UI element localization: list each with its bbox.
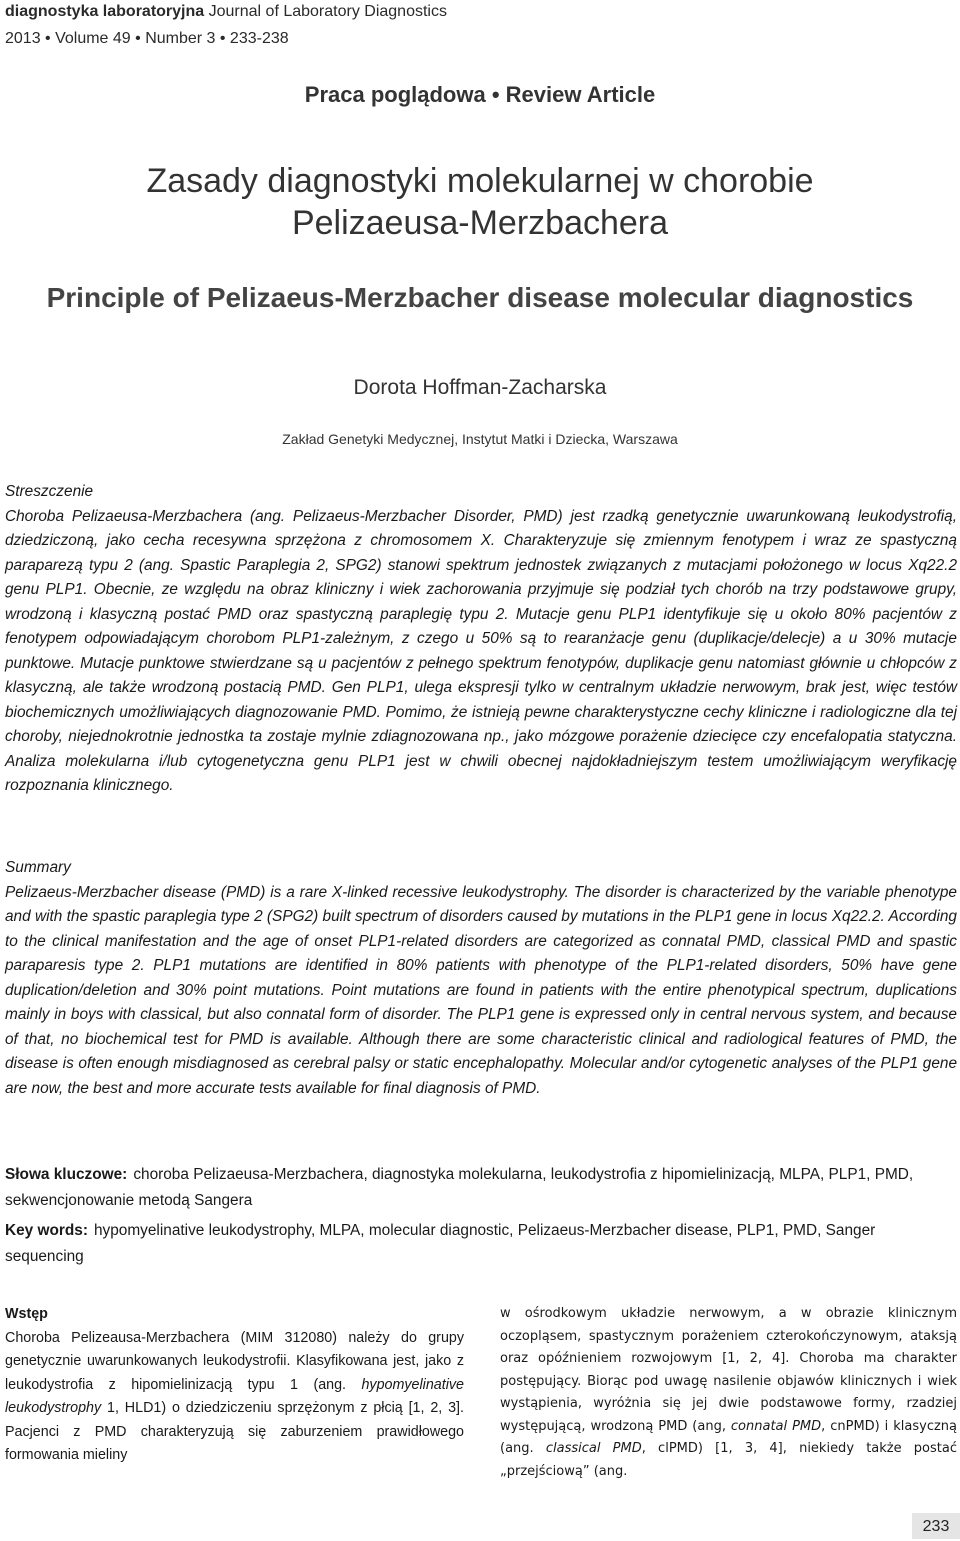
title-polish-line1: Zasady diagnostyki molekularnej w chorobie <box>146 162 814 200</box>
journal-header <box>5 2 447 49</box>
intro-left-part2: 1, HLD1) o dziedziczeniu sprzężonym z płcią [1, 2, 3]. Pacjenci z PMD charakteryzują się zaburzeniem prawidłowego formowania mieliny <box>5 1400 464 1463</box>
keywords-polish-text: choroba Pelizaeusa-Merzbachera, diagnostyka molekularna, leukodystrofia z hipomielinizacją, MLPA, PLP1, PMD, sekwencjonowanie metodą Sangera <box>5 1166 914 1209</box>
intro-right-italic1: connatal PMD <box>730 1418 822 1434</box>
intro-left-column <box>5 1303 464 1468</box>
abstract-polish-heading: Streszczenie <box>5 483 94 500</box>
intro-right-part1: w ośrodkowym układzie nerwowym, a w obrazie klinicznym oczopląsem, spastycznym porażeniem czterokończynowym, ataksją oraz opóźnieniem rozwojowym [1, 2, 4]. Choroba ma charakter postępujący. Biorąc pod uwagę nasilenie objawów klinicznych i wiek wystąpienia, wyróżnia się jej dwie podstawowe formy, rzadziej występującą, wrodzoną PMD (ang, <box>500 1306 957 1434</box>
issue-info: 2013 • Volume 49 • Number 3 • 233-238 <box>5 30 289 47</box>
intro-right-column <box>500 1303 957 1483</box>
abstract-english <box>5 856 957 1101</box>
title-polish-line2: Pelizaeusa-Merzbachera <box>291 204 669 242</box>
journal-brand: diagnostyka laboratoryjna <box>5 3 205 20</box>
intro-left-italic: hypomyelinative leukodystrophy <box>5 1376 464 1416</box>
intro-heading: Wstęp <box>5 1306 48 1322</box>
intro-left-part1: Choroba Pelizeausa-Merzbachera (MIM 312080) należy do grupy genetycznie uwarunkowanych leukodystrofii. Klasyfikowana jest, jako z leukodystrofia z hipomielinizacją typu 1 (ang. <box>5 1329 464 1393</box>
journal-name: Journal of Laboratory Diagnostics <box>208 3 447 20</box>
title-polish <box>0 160 960 244</box>
abstract-english-text: Pelizaeus-Merzbacher disease (PMD) is a rare X-linked recessive leukodystrophy. The disorder is characterized by the variable phenotype and with the spastic paraplegia type 2 (SPG2) built spectrum of disorders caused by mutations in the PLP1 gene in locus Xq22.2. According to the clinical manifestation and the age of onset PLP1-related disorders are categorized as connatal PMD, classical PMD and spastic paraparesis type 2. PLP1 mutations are identified in 80% patients with phenotype of the PLP1-related disorders, 50% have gene duplication/deletion and 30% point mutations. Point mutations are found in patients with the entire phenotypical spectrum, duplications mainly in boys with classical, but also connatal form of disorder. The PLP1 gene is expressed only in central nervous system, and because of that, no biochemical test for PMD is available. Although there are some characteristic clinical and radiological features of PMD, the disease is often enough misdiagnosed as cerebral palsy or static encephalopathy. Molecular and/or cytogenetic analyses of the PLP1 gene are now, the best and more accurate tests available for final diagnosis of PMD. <box>5 883 957 1097</box>
keywords-english-text: hypomyelinative leukodystrophy, MLPA, molecular diagnostic, Pelizaeus-Merzbacher disease, PLP1, PMD, Sanger sequencing <box>5 1222 876 1265</box>
article-type: Praca poglądowa • Review Article <box>304 82 656 107</box>
keywords-english <box>5 1218 957 1270</box>
abstract-english-heading: Summary <box>5 859 71 876</box>
author-name: Dorota Hoffman-Zacharska <box>353 376 607 399</box>
intro-right-part2: , cnPMD) i klasyczną (ang. <box>500 1418 957 1456</box>
author-affiliation: Zakład Genetyki Medycznej, Instytut Matki i Dziecka, Warszawa <box>282 431 678 447</box>
keywords-english-label: Key words: <box>5 1222 88 1239</box>
keywords-polish <box>5 1162 957 1214</box>
abstract-polish-text: Choroba Pelizaeusa-Merzbachera (ang. Pelizaeus-Merzbacher Disorder, PMD) jest rzadką genetycznie uwarunkowaną leukodystrofią, dziedziczoną, jako cecha recesywna sprzężona z chromosomem X. Charakteryzuje się zmiennym fenotypem i wraz ze spastyczną paraparezą typu 2 (ang. Spastic Paraplegia 2, SPG2) stanowi spektrum jednostek związanych z mutacjami położonego w locus Xq22.2 genu PLP1. Obecnie, ze względu na obraz kliniczny i wiek zachorowania przyjmuje się podział tych chorób na trzy podstawowe grupy, wrodzoną i klasyczną postać PMD oraz spastyczną paraplegię typu 2. Mutacje genu PLP1 identyfikuje się u około 80% pacjentów z fenotypem odpowiadającym chorobom PLP1-zależnym, z czego u 50% są to rearanżacje genu (duplikacje/delecje) a u 30% mutacje punktowe. Mutacje punktowe stwierdzane są u pacjentów z pełnego spektrum fenotypów, duplikacje genu natomiast głównie u chłopców z klasyczną, ale także wrodzoną postacią PMD. Gen PLP1, ulega ekspresji tylko w centralnym układzie nerwowym, brak jest, więc testów biochemicznych umożliwiających diagnozowanie PMD. Pomimo, że istnieją pewne charakterystyczne cechy kliniczne i radiologiczne dla tej choroby, niejednokrotnie jednostka ta zostaje mylnie zdiagnozowana np., jako mózgowe porażenie dziecięce czy encefalopatia statyczna. Analiza molekularna i/lub cytogenetyczna genu PLP1 jest w chwili obecnej najdokładniejszym testem umożliwiającym weryfikację rozpoznania klinicznego. <box>5 507 957 794</box>
intro-left-text <box>5 1327 464 1468</box>
page-number: 233 <box>912 1513 960 1539</box>
keywords-polish-label: Słowa kluczowe: <box>5 1166 128 1183</box>
intro-right-part3: , clPMD) [1, 3, 4], niekiedy także postać „przejściową” (ang. <box>500 1441 957 1479</box>
title-english: Principle of Pelizaeus-Merzbacher disease molecular diagnostics <box>46 282 914 313</box>
intro-right-italic2: classical PMD <box>545 1441 642 1456</box>
abstract-polish <box>5 480 957 799</box>
